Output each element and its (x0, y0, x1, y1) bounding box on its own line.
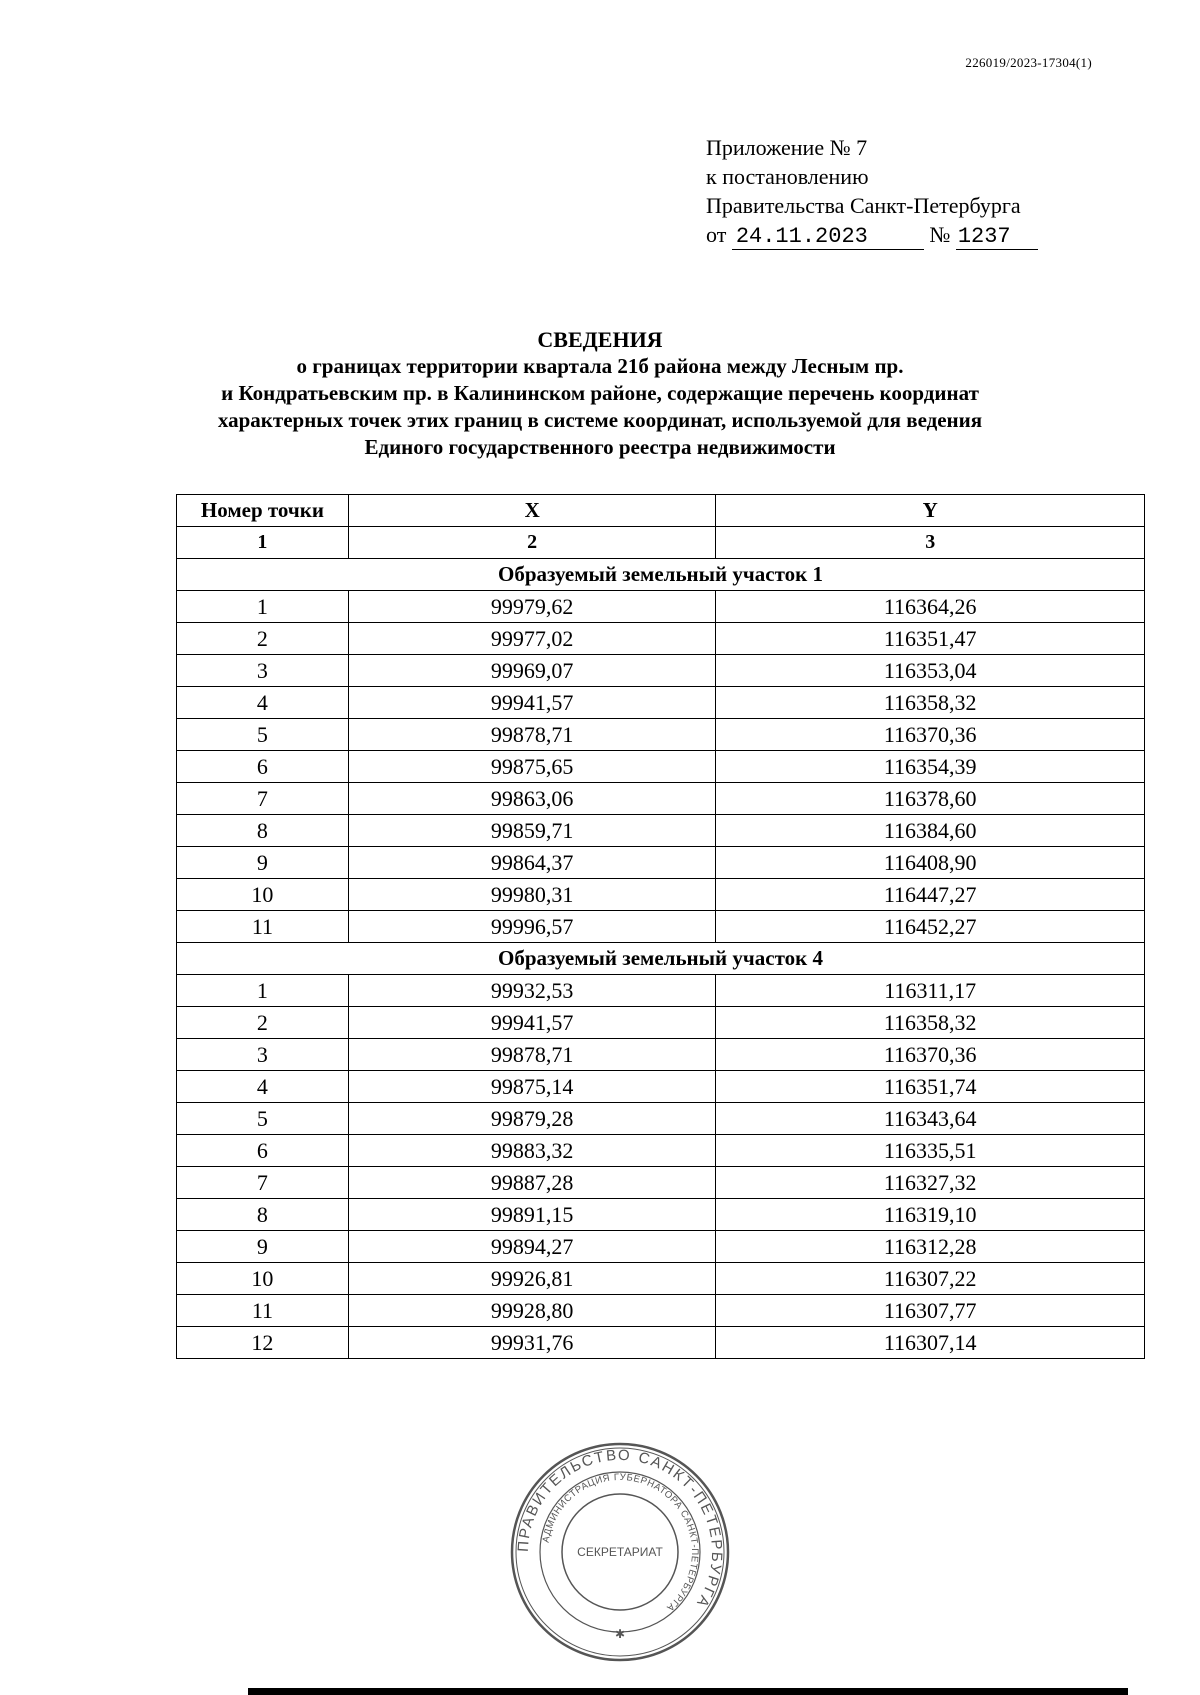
point-number-cell: 4 (177, 1071, 349, 1103)
x-coordinate-cell: 99931,76 (348, 1327, 716, 1359)
appendix-line-2: к постановлению (706, 164, 869, 189)
title-line-1: о границах территории квартала 21б района между Лесным пр. (296, 354, 904, 378)
point-number-cell: 11 (177, 1295, 349, 1327)
table-row (177, 687, 1145, 719)
point-number-cell: 6 (177, 1135, 349, 1167)
y-coordinate-cell: 116335,51 (716, 1135, 1145, 1167)
x-coordinate-cell: 99859,71 (348, 815, 716, 847)
x-coordinate-cell: 99979,62 (348, 591, 716, 623)
x-coordinate-cell: 99875,65 (348, 751, 716, 783)
section-header-row (177, 559, 1145, 591)
header-x: X (348, 495, 716, 527)
x-coordinate-cell: 99891,15 (348, 1199, 716, 1231)
point-number-cell: 8 (177, 1199, 349, 1231)
table-row (177, 751, 1145, 783)
section-title: Образуемый земельный участок 1 (177, 559, 1145, 591)
point-number-cell: 1 (177, 591, 349, 623)
appendix-line-1: Приложение № 7 (706, 135, 868, 160)
seal-inner-text: АДМИНИСТРАЦИЯ ГУБЕРНАТОРА САНКТ-ПЕТЕРБУРГА (540, 1471, 701, 1614)
appendix-header (706, 133, 1038, 250)
point-number-cell: 2 (177, 1007, 349, 1039)
point-number-cell: 9 (177, 847, 349, 879)
point-number-cell: 7 (177, 1167, 349, 1199)
section-title: Образуемый земельный участок 4 (177, 943, 1145, 975)
header-y: Y (716, 495, 1145, 527)
seal-star-icon: ✱ (614, 1627, 626, 1641)
seal-outer-text: ПРАВИТЕЛЬСТВО САНКТ-ПЕТЕРБУРГА (514, 1446, 726, 1612)
point-number-cell: 5 (177, 719, 349, 751)
x-coordinate-cell: 99980,31 (348, 879, 716, 911)
title-line-3: характерных точек этих границ в системе координат, используемой для ведения (217, 408, 983, 432)
resolution-number: 1237 (956, 225, 1038, 250)
index-cell: 1 (177, 527, 349, 559)
appendix-line-3: Правительства Санкт-Петербурга (706, 193, 1021, 218)
appendix-date-line (706, 220, 1038, 250)
resolution-date: 24.11.2023 (732, 225, 924, 250)
point-number-cell: 1 (177, 975, 349, 1007)
table-row (177, 623, 1145, 655)
point-number-cell: 2 (177, 623, 349, 655)
point-number-cell: 5 (177, 1103, 349, 1135)
x-coordinate-cell: 99926,81 (348, 1263, 716, 1295)
x-coordinate-cell: 99941,57 (348, 1007, 716, 1039)
table-row (177, 1167, 1145, 1199)
table-row (177, 719, 1145, 751)
title-line-4: Единого государственного реестра недвижимости (364, 435, 836, 459)
bottom-scan-bar (248, 1688, 1128, 1695)
x-coordinate-cell: 99879,28 (348, 1103, 716, 1135)
secretariat-seal-stamp (508, 1440, 732, 1664)
title-main: СВЕДЕНИЯ (537, 327, 663, 352)
y-coordinate-cell: 116311,17 (716, 975, 1145, 1007)
table-header-row (177, 495, 1145, 527)
x-coordinate-cell: 99932,53 (348, 975, 716, 1007)
y-coordinate-cell: 116370,36 (716, 719, 1145, 751)
table-row (177, 1231, 1145, 1263)
section-header-row (177, 943, 1145, 975)
table-row (177, 655, 1145, 687)
table-row (177, 1263, 1145, 1295)
point-number-cell: 9 (177, 1231, 349, 1263)
y-coordinate-cell: 116370,36 (716, 1039, 1145, 1071)
y-coordinate-cell: 116384,60 (716, 815, 1145, 847)
y-coordinate-cell: 116358,32 (716, 1007, 1145, 1039)
y-coordinate-cell: 116327,32 (716, 1167, 1145, 1199)
point-number-cell: 12 (177, 1327, 349, 1359)
title-line-2: и Кондратьевским пр. в Калининском районе, содержащие перечень координат (221, 381, 979, 405)
y-coordinate-cell: 116307,22 (716, 1263, 1145, 1295)
y-coordinate-cell: 116452,27 (716, 911, 1145, 943)
x-coordinate-cell: 99928,80 (348, 1295, 716, 1327)
point-number-cell: 6 (177, 751, 349, 783)
coordinates-table (176, 494, 1145, 1359)
x-coordinate-cell: 99883,32 (348, 1135, 716, 1167)
document-registration-id: 226019/2023-17304(1) (965, 55, 1092, 70)
header-point-number: Номер точки (177, 495, 349, 527)
y-coordinate-cell: 116307,14 (716, 1327, 1145, 1359)
y-coordinate-cell: 116307,77 (716, 1295, 1145, 1327)
x-coordinate-cell: 99863,06 (348, 783, 716, 815)
y-coordinate-cell: 116378,60 (716, 783, 1145, 815)
table-row (177, 847, 1145, 879)
x-coordinate-cell: 99864,37 (348, 847, 716, 879)
y-coordinate-cell: 116408,90 (716, 847, 1145, 879)
table-row (177, 783, 1145, 815)
x-coordinate-cell: 99887,28 (348, 1167, 716, 1199)
index-cell: 3 (716, 527, 1145, 559)
table-row (177, 1071, 1145, 1103)
y-coordinate-cell: 116312,28 (716, 1231, 1145, 1263)
index-cell: 2 (348, 527, 716, 559)
table-row (177, 1199, 1145, 1231)
table-row (177, 1007, 1145, 1039)
y-coordinate-cell: 116351,74 (716, 1071, 1145, 1103)
point-number-cell: 10 (177, 1263, 349, 1295)
table-row (177, 1135, 1145, 1167)
x-coordinate-cell: 99894,27 (348, 1231, 716, 1263)
table-row (177, 879, 1145, 911)
table-index-row (177, 527, 1145, 559)
table-body (177, 559, 1145, 1359)
x-coordinate-cell: 99878,71 (348, 1039, 716, 1071)
seal-center-text: СЕКРЕТАРИАТ (577, 1545, 663, 1559)
table-row (177, 591, 1145, 623)
table-row (177, 1039, 1145, 1071)
point-number-cell: 3 (177, 655, 349, 687)
y-coordinate-cell: 116447,27 (716, 879, 1145, 911)
table-row (177, 1327, 1145, 1359)
y-coordinate-cell: 116351,47 (716, 623, 1145, 655)
number-prefix: № (929, 222, 951, 247)
x-coordinate-cell: 99977,02 (348, 623, 716, 655)
x-coordinate-cell: 99878,71 (348, 719, 716, 751)
point-number-cell: 10 (177, 879, 349, 911)
table-row (177, 815, 1145, 847)
x-coordinate-cell: 99996,57 (348, 911, 716, 943)
y-coordinate-cell: 116343,64 (716, 1103, 1145, 1135)
table-row (177, 1295, 1145, 1327)
point-number-cell: 8 (177, 815, 349, 847)
point-number-cell: 7 (177, 783, 349, 815)
document-title (150, 326, 1050, 461)
table-row (177, 1103, 1145, 1135)
y-coordinate-cell: 116319,10 (716, 1199, 1145, 1231)
y-coordinate-cell: 116353,04 (716, 655, 1145, 687)
x-coordinate-cell: 99875,14 (348, 1071, 716, 1103)
point-number-cell: 4 (177, 687, 349, 719)
table-row (177, 975, 1145, 1007)
table-row (177, 911, 1145, 943)
date-prefix: от (706, 222, 727, 247)
point-number-cell: 3 (177, 1039, 349, 1071)
y-coordinate-cell: 116364,26 (716, 591, 1145, 623)
y-coordinate-cell: 116358,32 (716, 687, 1145, 719)
y-coordinate-cell: 116354,39 (716, 751, 1145, 783)
x-coordinate-cell: 99969,07 (348, 655, 716, 687)
point-number-cell: 11 (177, 911, 349, 943)
x-coordinate-cell: 99941,57 (348, 687, 716, 719)
